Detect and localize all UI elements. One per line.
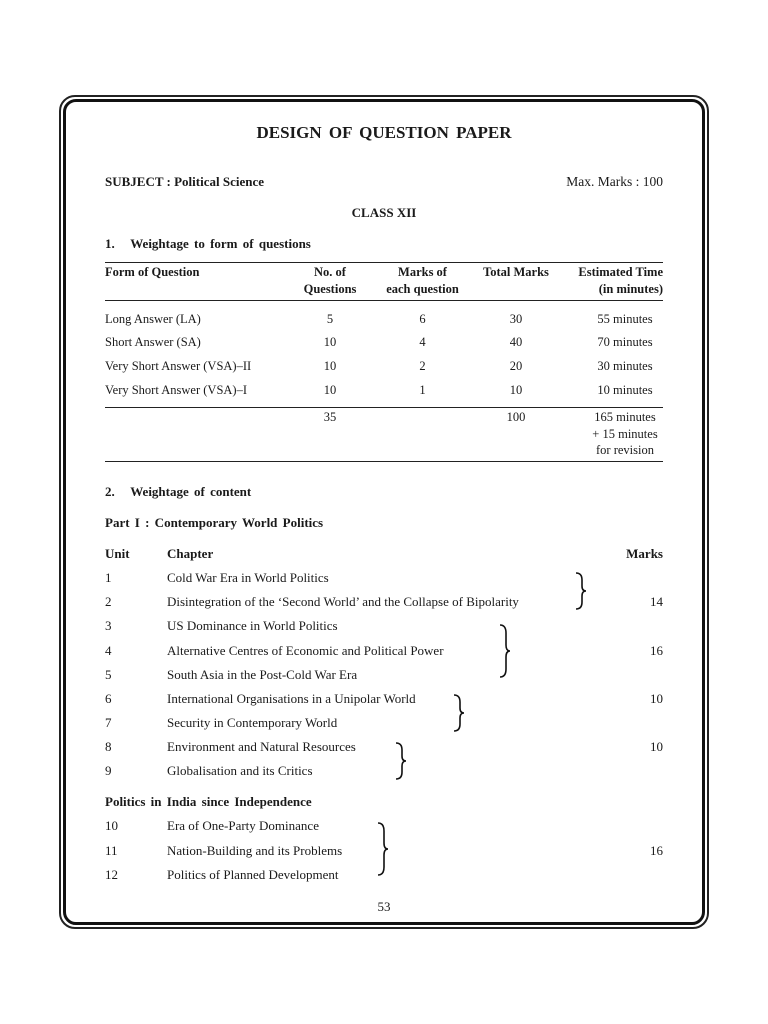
table-row-marks: 6 bbox=[419, 312, 426, 326]
table-row-total: 30 bbox=[509, 312, 523, 326]
brace-icon bbox=[452, 694, 466, 732]
header-form: Form of Question bbox=[105, 265, 200, 279]
table-row-time: 10 minutes bbox=[597, 383, 653, 397]
chapter-title: Environment and Natural Resources bbox=[167, 739, 356, 754]
table-row-time: 70 minutes bbox=[597, 335, 653, 349]
col-unit-header: Unit bbox=[105, 546, 130, 561]
table-row-form: Short Answer (SA) bbox=[105, 335, 201, 349]
brace-icon bbox=[394, 742, 408, 780]
unit-number: 3 bbox=[105, 618, 112, 633]
chapter-title: South Asia in the Post-Cold War Era bbox=[167, 667, 358, 682]
chapter-title: Nation-Building and its Problems bbox=[167, 843, 343, 858]
totals-total: 100 bbox=[506, 410, 526, 424]
brace-icon bbox=[498, 624, 512, 678]
col-chapter-header: Chapter bbox=[167, 546, 214, 561]
header-time-2: (in minutes) bbox=[598, 282, 663, 296]
unit-number: 10 bbox=[105, 818, 118, 833]
unit-number: 1 bbox=[105, 570, 112, 585]
group-marks: 10 bbox=[650, 691, 663, 706]
page-number: 53 bbox=[377, 899, 391, 914]
table-row-total: 10 bbox=[509, 383, 523, 397]
header-marks-1: Marks of bbox=[398, 265, 447, 279]
table-top-rule bbox=[105, 262, 663, 263]
table-row-marks: 1 bbox=[419, 383, 426, 397]
subject-label: SUBJECT : Political Science bbox=[105, 174, 265, 189]
unit-number: 9 bbox=[105, 763, 112, 778]
chapter-title: Cold War Era in World Politics bbox=[167, 570, 329, 585]
brace-icon bbox=[574, 572, 588, 610]
group-marks: 16 bbox=[650, 843, 663, 858]
section2-heading: 2. Weightage of content bbox=[105, 484, 252, 499]
unit-number: 12 bbox=[105, 867, 118, 882]
max-marks-label: Max. Marks : 100 bbox=[566, 174, 663, 189]
totals-top-rule bbox=[105, 407, 663, 408]
unit-number: 4 bbox=[105, 643, 112, 658]
table-row-num: 10 bbox=[323, 359, 337, 373]
table-row-num: 10 bbox=[323, 383, 337, 397]
chapter-title: US Dominance in World Politics bbox=[167, 618, 338, 633]
header-time-1: Estimated Time bbox=[578, 265, 663, 279]
table-row-num: 10 bbox=[323, 335, 337, 349]
table-row-marks: 4 bbox=[419, 335, 426, 349]
table-row-num: 5 bbox=[326, 312, 334, 326]
chapter-title: Security in Contemporary World bbox=[167, 715, 338, 730]
unit-number: 2 bbox=[105, 594, 112, 609]
header-bottom-rule bbox=[105, 300, 663, 301]
part1-heading: Part I : Contemporary World Politics bbox=[105, 515, 324, 530]
totals-time-2: + 15 minutes bbox=[592, 427, 658, 441]
table-row-form: Very Short Answer (VSA)–I bbox=[105, 383, 247, 397]
header-total: Total Marks bbox=[483, 265, 549, 279]
unit-number: 11 bbox=[105, 843, 118, 858]
chapter-title: International Organisations in a Unipolar World bbox=[167, 691, 416, 706]
table-row-total: 40 bbox=[509, 335, 523, 349]
chapter-title: Disintegration of the ‘Second World’ and the Collapse of Bipolarity bbox=[167, 594, 519, 609]
unit-number: 7 bbox=[105, 715, 112, 730]
group-marks: 10 bbox=[650, 739, 663, 754]
page-title: DESIGN OF QUESTION PAPER bbox=[256, 123, 512, 142]
col-marks-header: Marks bbox=[626, 546, 663, 561]
part2-heading: Politics in India since Independence bbox=[105, 794, 312, 809]
totals-time-1: 165 minutes bbox=[594, 410, 656, 424]
table-row-form: Long Answer (LA) bbox=[105, 312, 201, 326]
group-marks: 14 bbox=[650, 594, 663, 609]
table-row-marks: 2 bbox=[419, 359, 426, 373]
chapter-title: Alternative Centres of Economic and Political Power bbox=[167, 643, 444, 658]
brace-icon bbox=[376, 822, 390, 876]
group-marks: 16 bbox=[650, 643, 663, 658]
unit-number: 6 bbox=[105, 691, 112, 706]
table-row-form: Very Short Answer (VSA)–II bbox=[105, 359, 252, 373]
chapter-title: Politics of Planned Development bbox=[167, 867, 339, 882]
unit-number: 5 bbox=[105, 667, 112, 682]
table-row-time: 30 minutes bbox=[597, 359, 653, 373]
unit-number: 8 bbox=[105, 739, 112, 754]
table-row-time: 55 minutes bbox=[597, 312, 653, 326]
header-marks-2: each question bbox=[386, 282, 459, 296]
totals-num: 35 bbox=[323, 410, 337, 424]
totals-time-3: for revision bbox=[596, 443, 654, 457]
section1-heading: 1. Weightage to form of questions bbox=[105, 236, 311, 251]
chapter-title: Globalisation and its Critics bbox=[167, 763, 313, 778]
chapter-title: Era of One-Party Dominance bbox=[167, 818, 319, 833]
table-bottom-rule bbox=[105, 461, 663, 462]
table-row-total: 20 bbox=[509, 359, 523, 373]
class-label: CLASS XII bbox=[351, 205, 417, 220]
header-num-2: Questions bbox=[303, 282, 357, 296]
header-num-1: No. of bbox=[314, 265, 346, 279]
